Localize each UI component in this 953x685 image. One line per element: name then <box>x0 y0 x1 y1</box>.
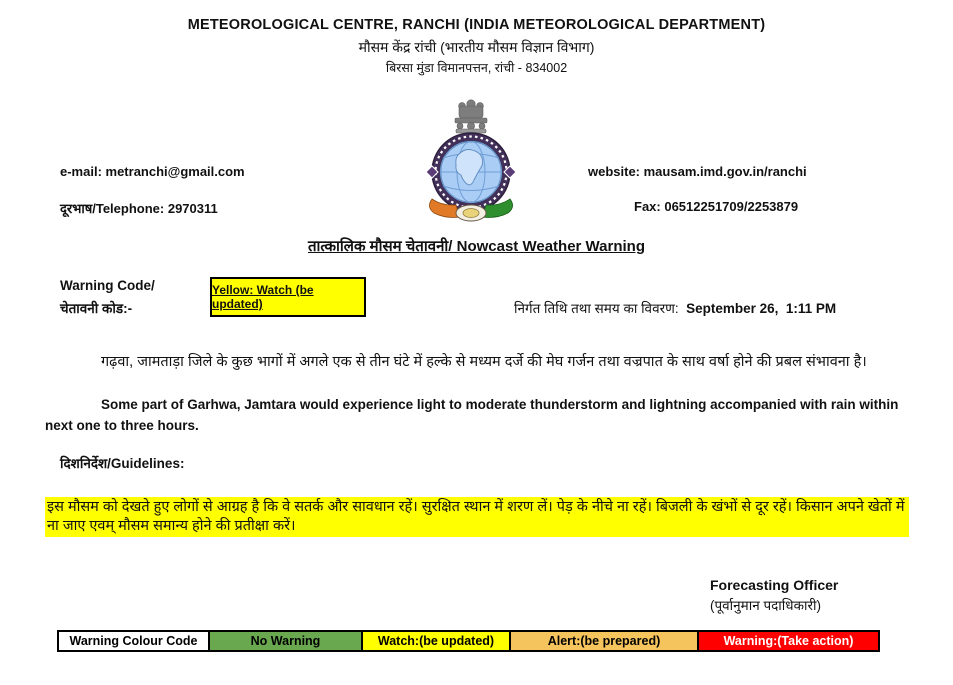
colour-code-cell: Warning:(Take action) <box>697 630 880 652</box>
warning-code-label-hi: चेतावनी कोड:- <box>60 301 133 316</box>
fax-text: Fax: 06512251709/2253879 <box>634 199 799 214</box>
warning-code-value: Yellow: Watch (be updated) <box>212 283 314 311</box>
document-title: तात्कालिक मौसम चेतावनी/ Nowcast Weather Warning <box>308 238 645 255</box>
issue-datetime-value: September 26, 1:11 PM <box>682 301 837 316</box>
issue-datetime-label: निर्गत तिथि तथा समय का विवरण: <box>514 301 683 316</box>
guidelines-label: दिशनिर्देश/Guidelines: <box>60 456 185 471</box>
imd-logo-graphic <box>412 96 530 226</box>
org-address: बिरसा मुंडा विमानपत्तन, रांची - 834002 <box>385 61 568 75</box>
email-text: e-mail: metranchi@gmail.com <box>60 164 245 179</box>
signature-title-hindi: (पूर्वानुमान पदाधिकारी) <box>710 598 821 613</box>
telephone-text: दूरभाष/Telephone: 2970311 <box>60 201 218 216</box>
warning-code-label-en: Warning Code/ <box>60 278 155 293</box>
issue-datetime-line <box>514 299 836 317</box>
signature-title: Forecasting Officer <box>710 577 839 593</box>
warning-code-box <box>210 277 366 317</box>
colour-code-cell: Watch:(be updated) <box>361 630 511 652</box>
warning-text-hindi: गढ़वा, जामताड़ा जिले के कुछ भागों में अगले एक से तीन घंटे में हल्के से मध्यम दर्जे की मेघ गर्जन तथा वज्रपात के साथ वर्षा होने की प्रबल संभावना है। <box>101 354 867 370</box>
warning-text-english: Some part of Garhwa, Jamtara would experience light to moderate thunderstorm and lightning accompanied with rain within next one to three hours. <box>45 397 899 433</box>
colour-code-cell: Warning Colour Code <box>57 630 210 652</box>
imd-logo <box>412 96 530 226</box>
org-title-hindi: मौसम केंद्र रांची (भारतीय मौसम विज्ञान विभाग) <box>358 39 595 55</box>
colour-code-cell: Alert:(be prepared) <box>509 630 699 652</box>
warning-colour-code-table <box>57 630 880 652</box>
org-title: METEOROLOGICAL CENTRE, RANCHI (INDIA METEOROLOGICAL DEPARTMENT) <box>187 17 766 33</box>
colour-code-cell: No Warning <box>208 630 363 652</box>
guidelines-text: इस मौसम को देखते हुए लोगों से आग्रह है कि वे सतर्क और सावधान रहें। सुरक्षित स्थान में शरण लें। पेड़ के नीचे ना रहें। बिजली के खंभों से दूर रहें। किसान अपने खेतों में ना जाए एवम् मौसम समान्य होने की प्रतीक्षा करें। <box>45 497 909 537</box>
website-text: website: mausam.imd.gov.in/ranchi <box>588 164 807 179</box>
